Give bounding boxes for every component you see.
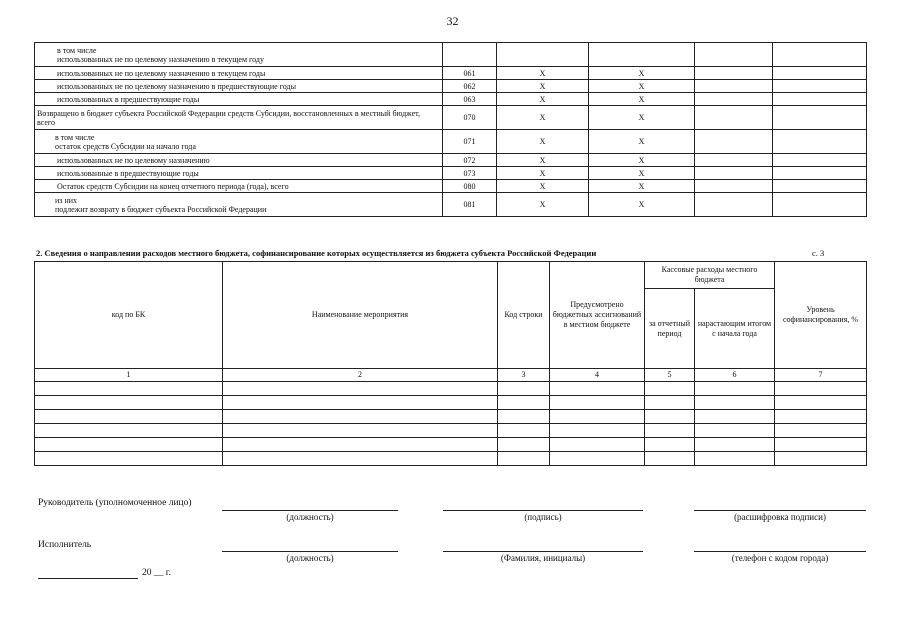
- subsidy-balance-table: [34, 42, 867, 217]
- row-col3: X: [589, 130, 695, 154]
- section-2-page-ref: с. 3: [812, 248, 825, 258]
- empty-row: [35, 410, 867, 424]
- row-col5: [773, 193, 867, 217]
- empty-cell: [223, 424, 498, 438]
- table-row: [35, 43, 867, 67]
- table-row: [35, 130, 867, 154]
- header-cash-group: Кассовые расходы местного бюджета: [645, 262, 775, 289]
- row-col4: [695, 167, 773, 180]
- empty-cell: [695, 424, 775, 438]
- row-col2: X: [497, 154, 589, 167]
- column-number: 6: [695, 369, 775, 382]
- exec-caption-phone: (телефон с кодом города): [731, 553, 829, 563]
- empty-cell: [695, 438, 775, 452]
- row-col5: [773, 106, 867, 130]
- row-col2: [497, 43, 589, 67]
- table-row: [35, 193, 867, 217]
- empty-cell: [223, 410, 498, 424]
- row-col2: X: [497, 106, 589, 130]
- empty-cell: [775, 452, 867, 466]
- empty-cell: [223, 452, 498, 466]
- row-code: 073: [443, 167, 497, 180]
- row-col3: X: [589, 154, 695, 167]
- header-cash-period: за отчетный период: [645, 289, 695, 369]
- empty-cell: [775, 396, 867, 410]
- column-number: 3: [498, 369, 550, 382]
- empty-cell: [775, 382, 867, 396]
- row-col4: [695, 80, 773, 93]
- empty-cell: [223, 396, 498, 410]
- row-code: 063: [443, 93, 497, 106]
- row-code: 061: [443, 67, 497, 80]
- row-col2: X: [497, 193, 589, 217]
- empty-cell: [550, 396, 645, 410]
- empty-cell: [645, 410, 695, 424]
- header-cofin-level: Уровень софинансирования, %: [775, 262, 867, 369]
- row-code: 071: [443, 130, 497, 154]
- empty-cell: [695, 452, 775, 466]
- row-col3: X: [589, 180, 695, 193]
- row-col5: [773, 93, 867, 106]
- row-col5: [773, 167, 867, 180]
- empty-cell: [550, 452, 645, 466]
- empty-cell: [775, 424, 867, 438]
- empty-cell: [645, 452, 695, 466]
- head-decoding-line: [694, 510, 866, 511]
- column-number-row: [35, 369, 867, 382]
- date-text: 20 __ г.: [142, 568, 171, 578]
- empty-cell: [35, 438, 223, 452]
- empty-cell: [775, 410, 867, 424]
- row-col4: [695, 106, 773, 130]
- row-col3: X: [589, 93, 695, 106]
- row-col5: [773, 80, 867, 93]
- date-line: [38, 578, 138, 579]
- row-col3: X: [589, 193, 695, 217]
- table-row: [35, 106, 867, 130]
- row-col2: X: [497, 67, 589, 80]
- row-col3: [589, 43, 695, 67]
- row-label: использованных не по целевому назначению: [35, 154, 443, 167]
- row-col5: [773, 154, 867, 167]
- empty-cell: [498, 396, 550, 410]
- row-col4: [695, 130, 773, 154]
- table-row: [35, 154, 867, 167]
- row-col4: [695, 43, 773, 67]
- empty-cell: [35, 452, 223, 466]
- empty-cell: [645, 382, 695, 396]
- row-label: из них подлежит возврату в бюджет субъекта Российской Федерации: [35, 193, 443, 217]
- column-number: 7: [775, 369, 867, 382]
- empty-cell: [223, 382, 498, 396]
- head-label: Руководитель (уполномоченное лицо): [38, 498, 192, 508]
- empty-cell: [498, 438, 550, 452]
- empty-cell: [775, 438, 867, 452]
- exec-phone-line: [694, 551, 866, 552]
- row-col4: [695, 154, 773, 167]
- row-label: Остаток средств Субсидии на конец отчетного периода (года), всего: [35, 180, 443, 193]
- row-col3: X: [589, 106, 695, 130]
- empty-row: [35, 438, 867, 452]
- column-number: 1: [35, 369, 223, 382]
- row-col5: [773, 43, 867, 67]
- exec-name-line: [443, 551, 643, 552]
- column-number: 4: [550, 369, 645, 382]
- empty-row: [35, 382, 867, 396]
- empty-cell: [695, 410, 775, 424]
- column-number: 2: [223, 369, 498, 382]
- empty-row: [35, 396, 867, 410]
- row-col2: X: [497, 167, 589, 180]
- row-label: в том числе использованных не по целевому назначению в текущем году: [35, 43, 443, 67]
- row-col3: X: [589, 67, 695, 80]
- header-kbk: код по БК: [35, 262, 223, 369]
- row-label: использованных в предшествующие годы: [35, 93, 443, 106]
- row-code: 062: [443, 80, 497, 93]
- row-col3: X: [589, 167, 695, 180]
- row-code: 072: [443, 154, 497, 167]
- empty-cell: [550, 424, 645, 438]
- head-caption-decoding: (расшифровка подписи): [734, 512, 826, 522]
- row-label: использованные в предшествующие годы: [35, 167, 443, 180]
- row-col4: [695, 193, 773, 217]
- cofinancing-table: [34, 261, 867, 466]
- row-code: 070: [443, 106, 497, 130]
- header-planned: Предусмотрено бюджетных ассигнований в местном бюджете: [550, 262, 645, 369]
- row-col5: [773, 180, 867, 193]
- row-col2: X: [497, 180, 589, 193]
- empty-cell: [223, 438, 498, 452]
- row-col2: X: [497, 80, 589, 93]
- empty-cell: [35, 424, 223, 438]
- table-row: [35, 93, 867, 106]
- empty-cell: [645, 424, 695, 438]
- head-signature-line: [443, 510, 643, 511]
- executor-label: Исполнитель: [38, 540, 92, 550]
- empty-cell: [550, 410, 645, 424]
- row-code: 080: [443, 180, 497, 193]
- head-caption-signature: (подпись): [524, 512, 562, 522]
- empty-cell: [498, 452, 550, 466]
- empty-cell: [498, 410, 550, 424]
- empty-row: [35, 424, 867, 438]
- column-number: 5: [645, 369, 695, 382]
- table-row: [35, 67, 867, 80]
- row-label: использованных не по целевому назначению в предшествующие годы: [35, 80, 443, 93]
- row-col3: X: [589, 80, 695, 93]
- empty-cell: [550, 382, 645, 396]
- row-col4: [695, 180, 773, 193]
- empty-row: [35, 452, 867, 466]
- header-cash-cumulative: нарастающим итогом с начала года: [695, 289, 775, 369]
- empty-cell: [645, 396, 695, 410]
- exec-position-line: [222, 551, 398, 552]
- exec-caption-name: (Фамилия, инициалы): [500, 553, 586, 563]
- row-col5: [773, 67, 867, 80]
- empty-cell: [35, 396, 223, 410]
- empty-cell: [550, 438, 645, 452]
- row-label: Возвращено в бюджет субъекта Российской Федерации средств Субсидии, восстановленных в местный бюджет, всего: [35, 106, 443, 130]
- empty-cell: [498, 382, 550, 396]
- table-row: [35, 180, 867, 193]
- row-col4: [695, 93, 773, 106]
- row-code: [443, 43, 497, 67]
- header-name: Наименование мероприятия: [223, 262, 498, 369]
- empty-cell: [35, 382, 223, 396]
- exec-caption-position: (должность): [286, 553, 334, 563]
- row-label: в том числе остаток средств Субсидии на начало года: [35, 130, 443, 154]
- row-col2: X: [497, 93, 589, 106]
- table-row: [35, 80, 867, 93]
- head-position-line: [222, 510, 398, 511]
- header-code: Код строки: [498, 262, 550, 369]
- head-caption-position: (должность): [286, 512, 334, 522]
- row-col5: [773, 130, 867, 154]
- empty-cell: [498, 424, 550, 438]
- empty-cell: [645, 438, 695, 452]
- row-col2: X: [497, 130, 589, 154]
- empty-cell: [695, 382, 775, 396]
- empty-cell: [35, 410, 223, 424]
- row-label: использованных не по целевому назначению в текущем годы: [35, 67, 443, 80]
- page-number: 32: [446, 14, 459, 28]
- row-col4: [695, 67, 773, 80]
- empty-cell: [695, 396, 775, 410]
- row-code: 081: [443, 193, 497, 217]
- table-row: [35, 167, 867, 180]
- section-2-title: 2. Сведения о направлении расходов местного бюджета, софинансирование которых осуществляется из бюджета субъекта Российской Федерации: [36, 248, 597, 258]
